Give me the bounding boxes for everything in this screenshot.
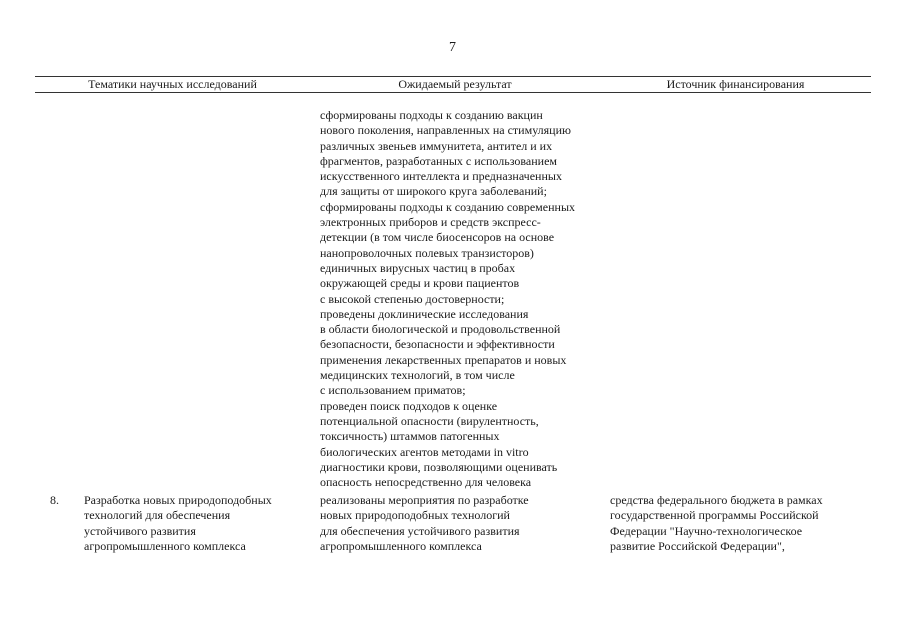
text-line: единичных вирусных частиц в пробах	[320, 260, 516, 275]
text-line: в области биологической и продовольственной	[320, 322, 561, 337]
row-result-cell	[320, 493, 600, 554]
text-line: сформированы подходы к созданию вакцин	[320, 108, 543, 122]
row-topic-cell	[84, 493, 309, 554]
text-line: новых природоподобных технологий	[320, 508, 510, 523]
text-line: токсичность) штаммов патогенных	[320, 429, 500, 444]
text-line: различных звеньев иммунитета, антител и их	[320, 138, 553, 153]
header-research-topics: Тематики научных исследований	[88, 77, 257, 91]
table-header-bottom-rule	[35, 92, 871, 93]
text-line: биологических агентов методами in vitro	[320, 444, 529, 459]
text-line: детекции (в том числе биосенсоров на основе	[320, 230, 555, 245]
text-line: диагностики крови, позволяющими оценивать	[320, 459, 558, 474]
text-line: агропромышленного комплекса	[320, 538, 482, 553]
text-line: для обеспечения устойчивого развития	[320, 523, 520, 538]
text-line: государственной программы Российской	[610, 508, 819, 523]
text-line: для защиты от широкого круга заболеваний;	[320, 184, 547, 199]
text-line: Разработка новых природоподобных	[84, 493, 272, 507]
text-line: проведен поиск подходов к оценке	[320, 398, 498, 413]
text-line: развитие Российской Федерации",	[610, 538, 785, 553]
page-number: 7	[449, 40, 456, 55]
row-funding-cell	[610, 493, 872, 554]
text-line: медицинских технологий, в том числе	[320, 368, 515, 383]
row-number: 8.	[50, 493, 59, 507]
text-line: устойчивого развития	[84, 523, 196, 538]
text-line: фрагментов, разработанных с использованием	[320, 153, 557, 168]
text-line: сформированы подходы к созданию современных	[320, 199, 576, 214]
continued-expected-result	[320, 108, 615, 490]
text-line: нового поколения, направленных на стимуляцию	[320, 123, 571, 138]
text-line: электронных приборов и средств экспресс-	[320, 215, 541, 230]
text-line: нанопроволочных полевых транзисторов)	[320, 245, 534, 260]
text-line: средства федерального бюджета в рамках	[610, 493, 823, 507]
text-line: опасность непосредственно для человека	[320, 475, 532, 490]
text-line: с использованием приматов;	[320, 383, 466, 398]
text-line: технологий для обеспечения	[84, 508, 231, 523]
text-line: реализованы мероприятия по разработке	[320, 493, 529, 507]
text-line: агропромышленного комплекса	[84, 538, 246, 553]
header-expected-result: Ожидаемый результат	[398, 77, 512, 91]
text-line: проведены доклинические исследования	[320, 306, 529, 321]
text-line: безопасности, безопасности и эффективности	[320, 337, 555, 352]
header-funding-source: Источник финансирования	[666, 77, 805, 91]
text-line: потенциальной опасности (вирулентность,	[320, 413, 539, 428]
text-line: Федерации "Научно-технологическое	[610, 523, 803, 538]
text-line: искусственного интеллекта и предназначенных	[320, 169, 562, 184]
text-line: с высокой степенью достоверности;	[320, 291, 505, 306]
text-line: окружающей среды и крови пациентов	[320, 276, 520, 291]
text-line: применения лекарственных препаратов и новых	[320, 352, 567, 367]
